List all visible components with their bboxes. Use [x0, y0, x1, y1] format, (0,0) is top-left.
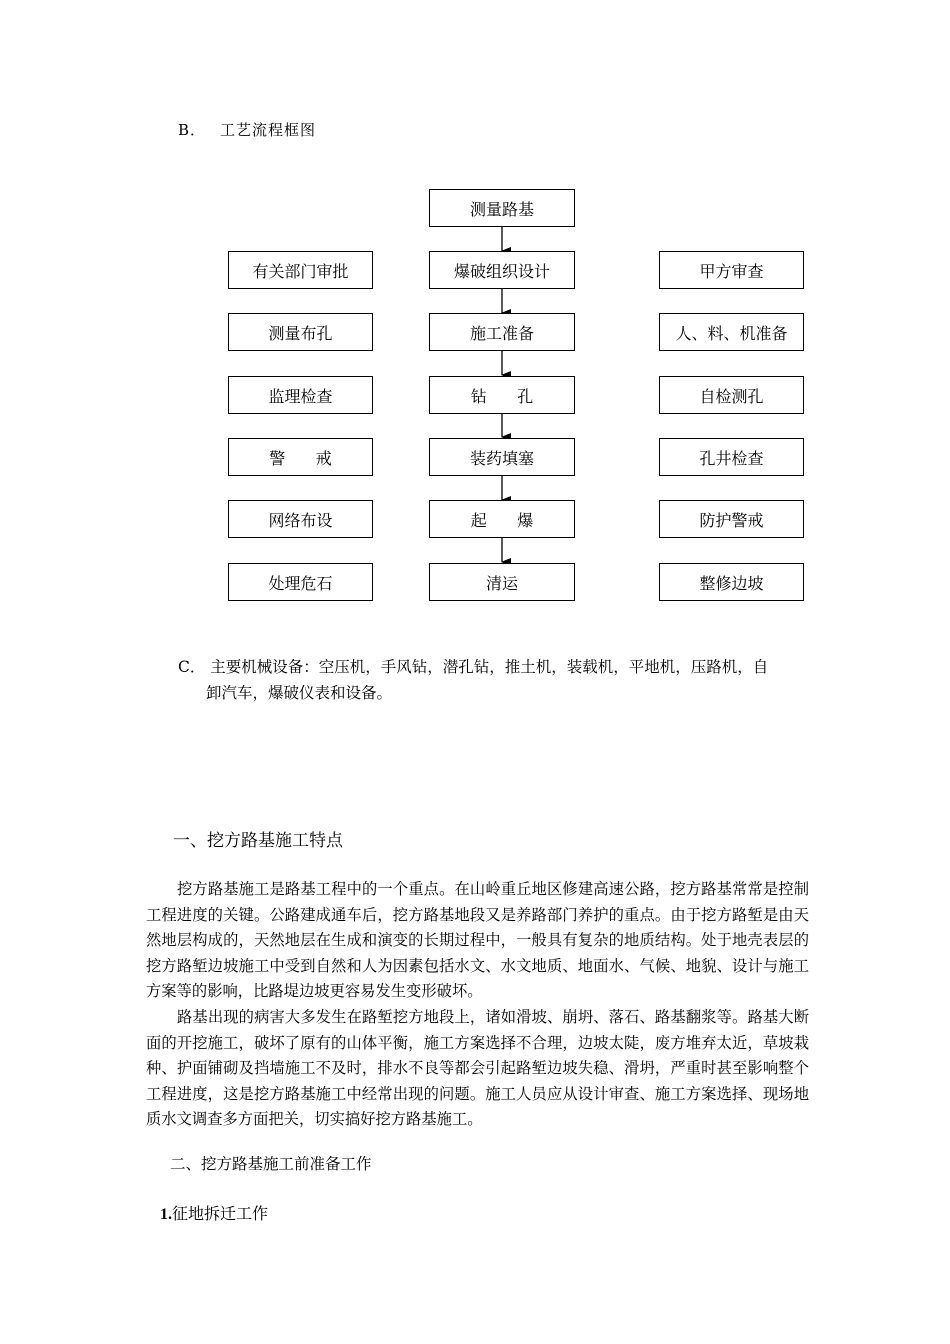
flow-left-approval: 有关部门审批 — [228, 251, 373, 289]
flow-step-blast-design: 爆破组织设计 — [429, 251, 575, 289]
flow-right-resources: 人、料、机准备 — [659, 313, 804, 351]
flow-right-hole-check: 孔井检查 — [659, 438, 804, 476]
flow-step-construction-prep: 施工准备 — [429, 313, 575, 351]
flow-step-survey-roadbed: 测量路基 — [429, 189, 575, 227]
flow-step-detonation: 起 爆 — [429, 500, 575, 538]
flow-left-network: 网络布设 — [228, 500, 373, 538]
section-c-line1: C． 主要机械设备：空压机，手风钻，潜孔钻，推土机，装载机，平地机，压路机，自 — [178, 658, 769, 676]
flow-step-drilling: 钻 孔 — [429, 376, 575, 414]
flow-step-charging: 装药填塞 — [429, 438, 575, 476]
section-b-title: 工艺流程框图 — [220, 121, 317, 139]
section-c-equipment — [178, 654, 808, 706]
section-3-heading — [160, 1201, 268, 1224]
flow-right-slope-trim: 整修边坡 — [659, 563, 804, 601]
flow-right-protection: 防护警戒 — [659, 500, 804, 538]
paragraph-1: 挖方路基施工是路基工程中的一个重点。在山岭重丘地区修建高速公路，挖方路基常常是控制工程进度的关键。公路建成通车后，挖方路基地段又是养路部门养护的重点。由于挖方路堑是由天然地层构成的，天然地层在生成和演变的长期过程中，一般具有复杂的地质结构。处于地壳表层的挖方路堑边坡施工中受到自然和人为因素包括水文、水文地质、地面水、气候、地貌、设计与施工方案等的影响，比路堤边坡更容易发生变形破坏。 — [146, 880, 809, 1000]
flow-left-hole-layout: 测量布孔 — [228, 313, 373, 351]
flow-left-alert: 警 戒 — [228, 438, 373, 476]
section-c-line2: 卸汽车，爆破仪表和设备。 — [206, 684, 393, 702]
section-b-label: B． — [178, 121, 207, 139]
section-3-title: 征地拆迁工作 — [172, 1204, 269, 1223]
section-3-number: 1. — [160, 1206, 172, 1223]
section-1-heading: 一、挖方路基施工特点 — [173, 831, 343, 851]
flow-right-self-check: 自检测孔 — [659, 376, 804, 414]
paragraph-2: 路基出现的病害大多发生在路堑挖方地段上，诸如滑坡、崩坍、落石、路基翻浆等。路基大断面的开挖施工，破坏了原有的山体平衡，施工方案选择不合理，边坡太陡，废方堆弃太近，草坡栽种、护面铺砌及挡墙施工不及时，排水不良等都会引起路堑边坡失稳、滑坍，严重时甚至影响整个工程进度，这是挖方路基施工中经常出现的问题。施工人员应从设计审查、施工方案选择、现场地质水文调查多方面把关，切实搞好挖方路基施工。 — [146, 1008, 809, 1128]
flow-left-hazard-rock: 处理危石 — [228, 563, 373, 601]
section-2-heading: 二、挖方路基施工前准备工作 — [170, 1155, 372, 1173]
flow-step-clearing: 清运 — [429, 563, 575, 601]
flow-left-supervision: 监理检查 — [228, 376, 373, 414]
flow-right-owner-review: 甲方审查 — [659, 251, 804, 289]
